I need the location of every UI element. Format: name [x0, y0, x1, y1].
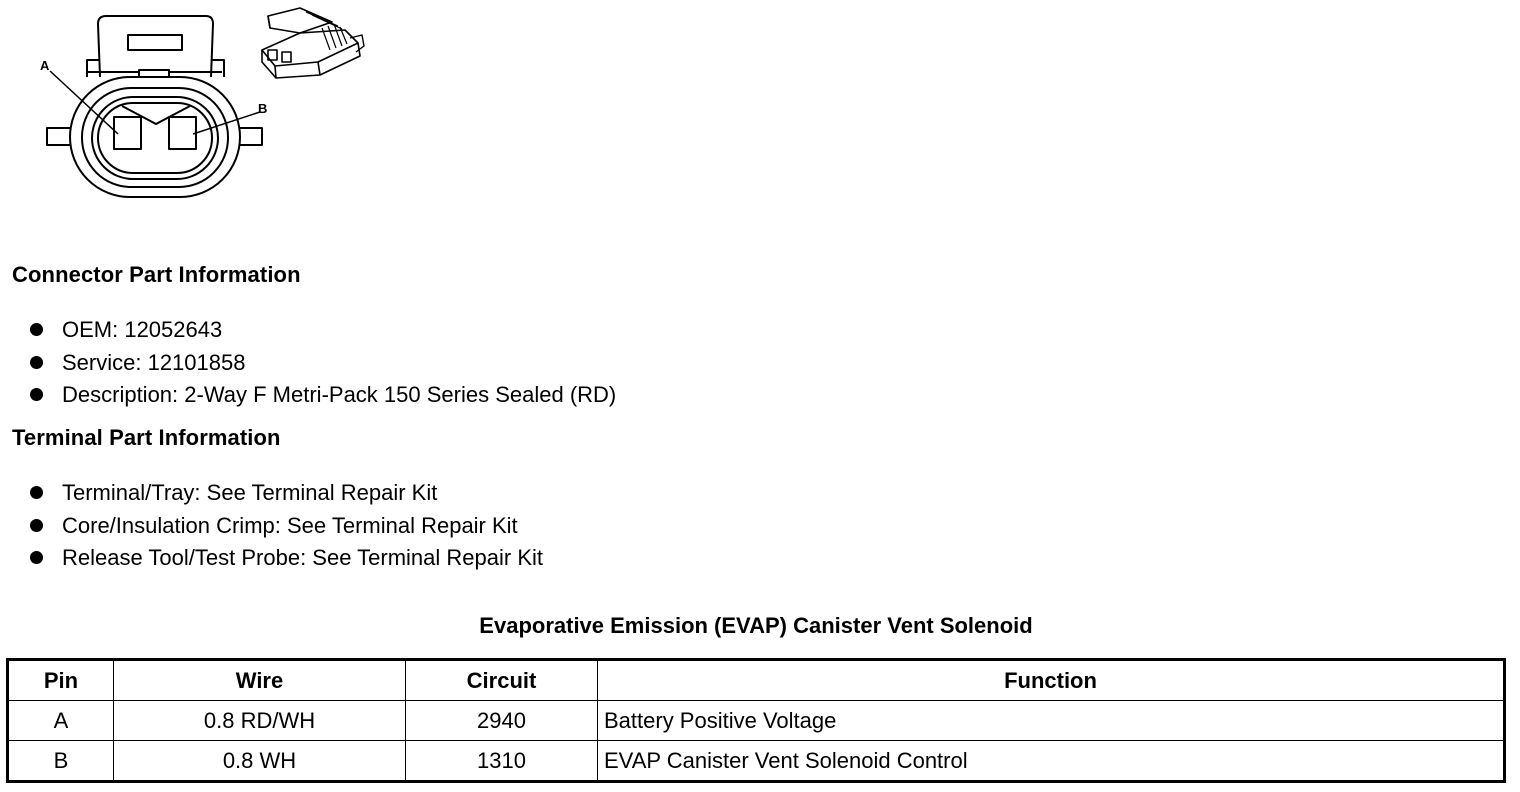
header-pin: Pin: [8, 660, 114, 701]
header-function: Function: [598, 660, 1505, 701]
cell-wire: 0.8 RD/WH: [114, 701, 406, 741]
header-circuit: Circuit: [406, 660, 598, 701]
connector-part-info-list: [28, 314, 616, 412]
bullet-icon: [30, 551, 43, 564]
pin-label-a: A: [40, 58, 50, 73]
pin-label-b: B: [258, 101, 268, 116]
terminal-part-info-list: [28, 477, 543, 575]
list-item: [28, 510, 543, 543]
cell-pin: A: [8, 701, 114, 741]
cell-pin: B: [8, 741, 114, 782]
list-item: [28, 314, 616, 347]
cell-circuit: 1310: [406, 741, 598, 782]
bullet-icon: [30, 388, 43, 401]
bullet-icon: [30, 323, 43, 336]
pin-table: [6, 658, 1506, 783]
connector-isometric-view: [262, 8, 364, 78]
list-item-text: Description: 2-Way F Metri-Pack 150 Series Sealed (RD): [62, 382, 617, 407]
cell-wire: 0.8 WH: [114, 741, 406, 782]
bullet-icon: [30, 519, 43, 532]
table-row: [8, 701, 1505, 741]
cell-circuit: 2940: [406, 701, 598, 741]
table-row: [8, 741, 1505, 782]
cell-function: Battery Positive Voltage: [598, 701, 1505, 741]
list-item-text: Core/Insulation Crimp: See Terminal Repair Kit: [62, 512, 518, 538]
list-item-text: Service: 12101858: [62, 349, 246, 375]
connector-face-view: [47, 16, 262, 197]
connector-part-info-heading: Connector Part Information: [12, 262, 301, 287]
table-header-row: [8, 660, 1505, 701]
list-item: [28, 542, 543, 575]
list-item-text: Terminal/Tray: See Terminal Repair Kit: [62, 480, 438, 505]
header-wire: Wire: [114, 660, 406, 701]
bullet-icon: [30, 486, 43, 499]
list-item: [28, 347, 616, 380]
list-item-text: OEM: 12052643: [62, 317, 223, 342]
bullet-icon: [30, 356, 43, 369]
list-item: [28, 477, 543, 510]
table-title: Evaporative Emission (EVAP) Canister Vent Solenoid: [479, 613, 1033, 638]
cell-function: EVAP Canister Vent Solenoid Control: [598, 741, 1505, 782]
terminal-part-info-heading: Terminal Part Information: [12, 425, 281, 450]
connector-diagram: [0, 0, 400, 215]
list-item-text: Release Tool/Test Probe: See Terminal Repair Kit: [62, 545, 543, 570]
list-item: [28, 379, 616, 412]
